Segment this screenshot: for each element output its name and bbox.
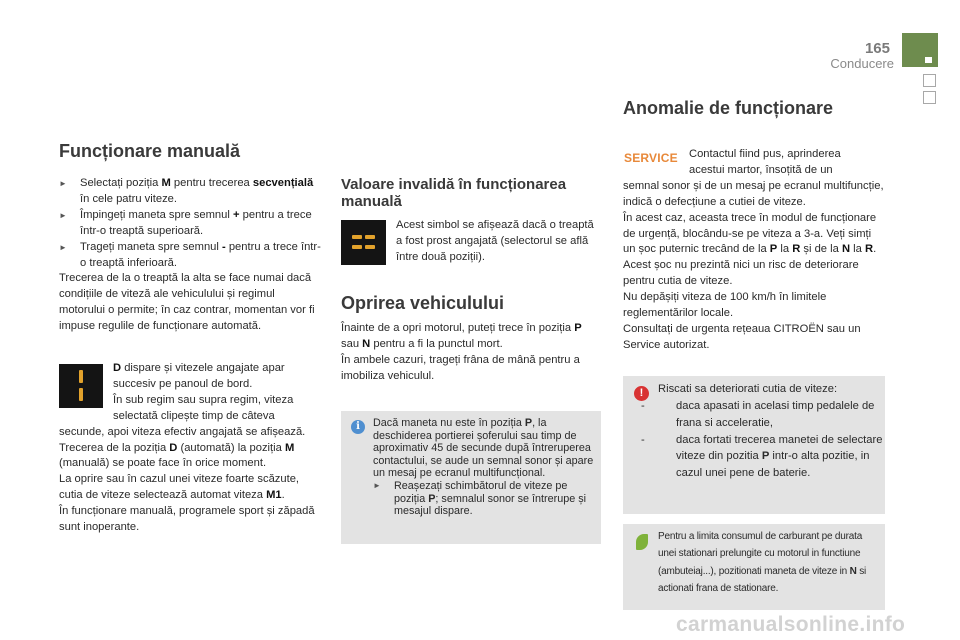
watermark: carmanualsonline.info (676, 613, 906, 636)
page-number: 165 (864, 40, 890, 57)
service-icon: SERVICE (624, 151, 678, 165)
eco-leaf-icon (636, 534, 648, 550)
invalid-text: Acest simbol se afișează dacă o treaptă a fost prost angajată (selectorul se află între două poziții). (396, 219, 594, 263)
section-title: Conducere (830, 56, 894, 71)
stop-title: Oprirea vehiculului (341, 293, 505, 313)
square-icon (923, 91, 936, 104)
invalid-gear-icon (341, 220, 386, 265)
square-icon (923, 74, 936, 87)
manual-title: Funcționare manuală (59, 141, 241, 161)
info-bullet: ► Reașezați schimbătorul de viteze pe poziția P; semnalul sonor se întrerupe și mesajul dispare. (373, 480, 597, 518)
warning-item: - daca apasati in acelasi timp pedalele de frana si acceleratie, (641, 400, 875, 429)
manual-bullets (59, 176, 321, 335)
anomaly-text: Contactul fiind pus, aprinderea acestui martor, însoțită de un semnal sonor și de un mesaj pe ecranul multifuncție, indică o defecțiune a cutiei de viteze. În acest caz, aceasta trece în modul de funcționare de urgență, blocându-se pe viteza a 3-a. Veți simți un șoc puternic trecând de la P la R și de la N la R. Acest șoc nu prezintă nici un risc de deteriorare pentru cutia de viteze. Nu depășiți viteza de 100 km/h în limitele reglementărilor locale. Consultați de urgenta rețeaua CITROËN sau un Service autorizat. (623, 148, 884, 351)
info-note: i Dacă maneta nu este în poziția P, la deschiderea portierei șoferului sau timp de aproximativ 45 de secunde după întreruperea contactului, se aude un semnal sonor și apare un mesaj pe ecranul multifuncțional. ► Reașezați schimbătorul de viteze pe poziția P; semnalul sonor se întrerupe și mesajul dispare. (341, 411, 601, 544)
anomaly-title: Anomalie de funcționare (623, 98, 834, 118)
info-icon: i (351, 420, 365, 434)
eco-note: Pentru a limita consumul de carburant pe durata unei stationari prelungite cu motorul in functiune (ambuteiaj...), pozitionati maneta de viteze in N si actionati frana de stationare. (623, 524, 885, 610)
bullet-item: ► Trageți maneta spre semnul - pentru a trece într-o treaptă inferioară. (59, 240, 321, 272)
warning-item: - daca fortati trecerea manetei de selectare viteze din pozitia P intr-o alta pozitie, in cazul unei pene de baterie. (641, 433, 883, 480)
bullet-item: ► Împingeți maneta spre semnul + pentru a trece într-o treaptă superioară. (59, 208, 321, 240)
tab-marker-icon (925, 57, 932, 63)
warning-icon: ! (634, 386, 649, 401)
manual-paragraph: Trecerea de la o treaptă la alta se face numai dacă condițiile de viteză ale vehiculului și regimul motorului o permite; în caz contrar, momentan vor fi impuse regulile de funcționare automată. (59, 272, 315, 333)
invalid-title: Valoare invalidă în funcționarea manuală (341, 176, 567, 210)
bullet-item: ► Selectați poziția M pentru trecerea secvențială în cele patru viteze. (59, 176, 321, 208)
chapter-tab (902, 33, 938, 67)
d-section: D dispare și vitezele angajate apar succesiv pe panoul de bord. În sub regim sau supra regim, viteza selectată clipește timp de câteva secunde, apoi viteza efectiv angajată se afișează. Trecerea de la poziția D (automată) la poziția M (manuală) se poate face în orice moment. La oprire sau în cazul unei viteze foarte scăzute, cutia de viteze selectează automat viteza M1. În funcționare manuală, programele sport și zăpadă sunt inoperante. (59, 362, 315, 534)
stop-text: Înainte de a opri motorul, puteți trece în poziția P sau N pentru a fi la punctul mort. În ambele cazuri, trageți frâna de mână pentru a imobiliza vehiculul. (341, 322, 582, 382)
warning-note: ! Riscati sa deteriorati cutia de viteze: - daca apasati in acelasi timp pedalele de frana si acceleratie, - daca fortati trecerea manetei de selectare viteze din pozitia P intr-o alta pozitie, in cazul unei pene de baterie. (623, 376, 885, 514)
